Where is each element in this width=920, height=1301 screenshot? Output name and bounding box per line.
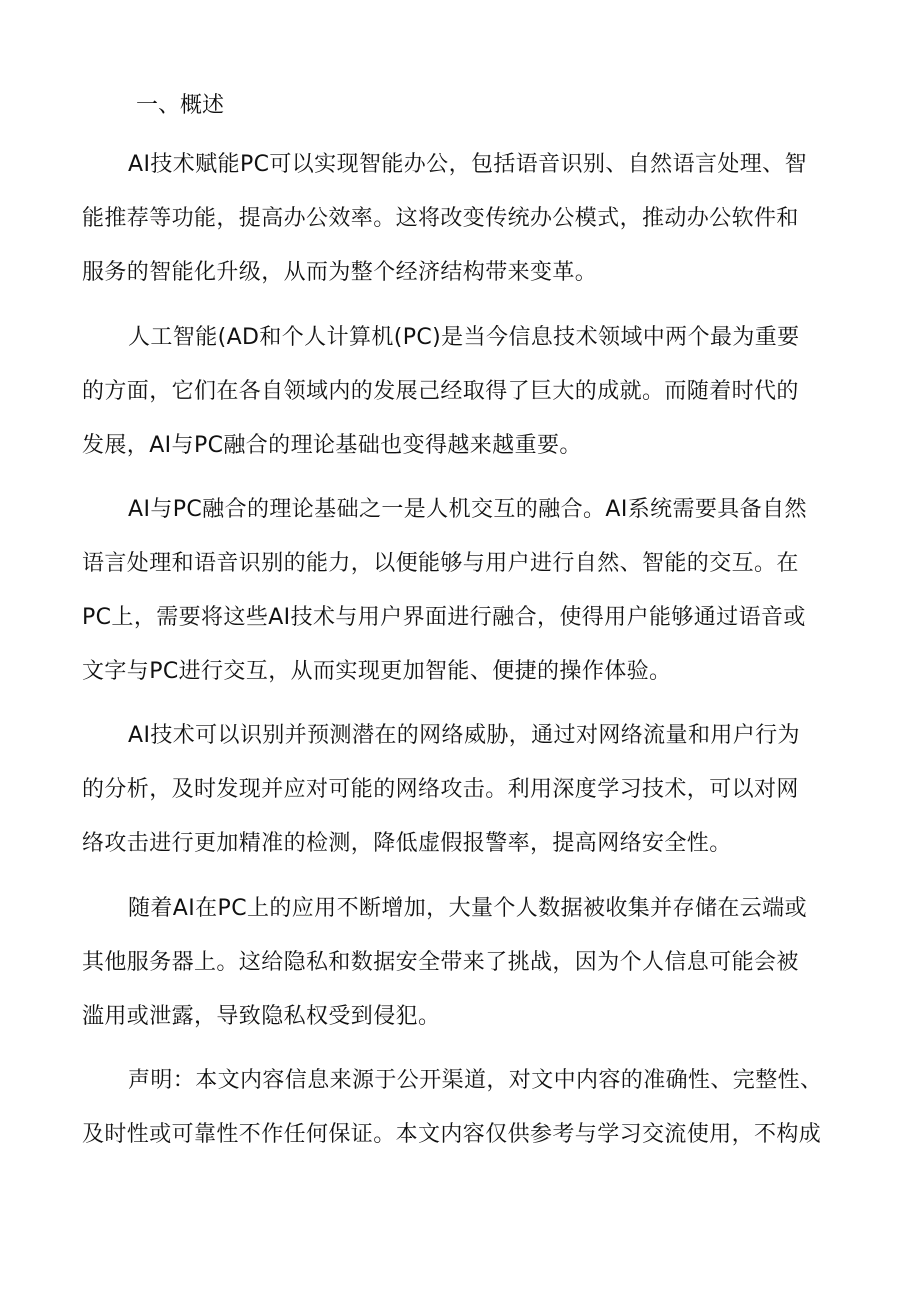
- paragraph-network-security: [82, 709, 842, 871]
- paragraph-line: AI与PC融合的理论基础之一是人机交互的融合。AI系统需要具备自然: [128, 497, 807, 522]
- paragraph-ai-pc-intro: [82, 311, 842, 473]
- paragraph-line: PC上，需要将这些AI技术与用户界面进行融合，使得用户能够通过语音或: [82, 605, 806, 630]
- paragraph-line: 随着AI在PC上的应用不断增加，大量个人数据被收集并存储在云端或: [128, 896, 807, 921]
- paragraph-line: 人工智能(AD和个人计算机(PC)是当今信息技术领域中两个最为重要: [128, 325, 800, 350]
- paragraph-line: 文字与PC进行交互，从而实现更加智能、便捷的操作体验。: [82, 659, 672, 684]
- paragraph-line: 其他服务器上。这给隐私和数据安全带来了挑战，因为个人信息可能会被: [82, 950, 799, 975]
- paragraph-line: 语言处理和语音识别的能力，以便能够与用户进行自然、智能的交互。在: [82, 551, 799, 576]
- paragraph-line: 络攻击进行更加精准的检测，降低虚假报警率，提高网络安全性。: [82, 831, 732, 856]
- section-title: 一、概述: [136, 93, 225, 118]
- paragraph-privacy: [82, 882, 842, 1044]
- paragraph-disclaimer: [82, 1054, 842, 1162]
- paragraph-ai-office: [82, 138, 842, 300]
- paragraph-line: 滥用或泄露，导致隐私权受到侵犯。: [82, 1004, 441, 1029]
- paragraph-line: 的分析，及时发现并应对可能的网络攻击。利用深度学习技术，可以对网: [82, 777, 799, 802]
- paragraph-line: 发展，AI与PC融合的理论基础也变得越来越重要。: [82, 433, 582, 458]
- paragraph-hci-fusion: [82, 483, 842, 699]
- paragraph-line: 能推荐等功能，提高办公效率。这将改变传统办公模式，推动办公软件和: [82, 206, 799, 231]
- paragraph-line: AI技术可以识别并预测潜在的网络威胁，通过对网络流量和用户行为: [128, 723, 800, 748]
- paragraph-line: 的方面，它们在各自领域内的发展己经取得了巨大的成就。而随着时代的: [82, 379, 799, 404]
- paragraph-line: AI技术赋能PC可以实现智能办公，包括语音识别、自然语言处理、智: [128, 152, 807, 177]
- paragraph-line: 服务的智能化升级，从而为整个经济结构带来变革。: [82, 260, 598, 285]
- paragraph-line: 声明：本文内容信息来源于公开渠道，对文中内容的准确性、完整性、: [128, 1068, 823, 1093]
- paragraph-line: 及时性或可靠性不作任何保证。本文内容仅供参考与学习交流使用，不构成: [82, 1122, 822, 1147]
